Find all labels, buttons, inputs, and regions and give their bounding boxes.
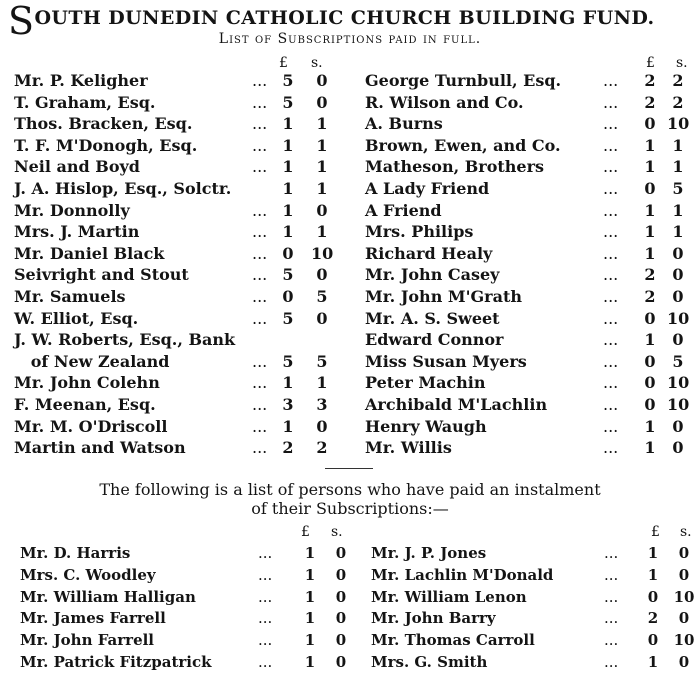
leader-dots: ... [603,157,619,177]
amount-shillings: 0 [335,544,347,562]
amount-pounds: 5 [282,265,294,285]
subscriber-name: Mr. Thomas Carroll [371,631,535,650]
amount-pounds: 1 [282,373,294,393]
list-item [365,308,695,330]
amount-pounds: 5 [282,308,294,328]
list-item [365,351,695,373]
leader-dots: ... [603,92,619,112]
amount-pounds: 1 [282,222,294,242]
amount-shillings: 10 [311,243,334,263]
amount-pounds: 1 [282,114,294,134]
amount-shillings: 0 [335,631,347,650]
list-item [365,200,695,222]
leader-dots: ... [252,308,268,328]
right-shillings-header: s. [676,55,688,71]
amount-pounds: 1 [282,179,294,198]
amount-pounds: 1 [304,609,316,628]
amount-pounds: 2 [644,287,656,306]
leader-dots: ... [252,287,268,306]
list-item [14,437,354,459]
subscriber-name: Miss Susan Myers [365,351,527,371]
amount-shillings: 0 [672,438,684,458]
leader-dots: ... [252,114,268,134]
amount-shillings: 0 [316,92,328,112]
leader-dots: ... [603,71,619,90]
amount-shillings: 0 [335,609,347,628]
inst-left-shillings-header: s. [331,524,343,540]
subscriber-name: Archibald M'Lachlin [365,395,548,414]
leader-dots: ... [603,373,619,393]
subscriber-name: Edward Connor [365,330,504,350]
list-item [365,243,695,265]
amount-pounds: 3 [282,395,294,414]
subscriber-name: Mrs. Philips [365,222,474,242]
subscriber-name: Mr. William Halligan [20,587,196,606]
amount-pounds: 1 [304,565,316,584]
list-item [365,135,695,157]
list-item [14,394,354,416]
amount-pounds: 5 [282,351,294,371]
leader-dots: ... [603,222,619,242]
subscriber-name: Mr. John Casey [365,265,500,285]
amount-shillings: 10 [667,114,690,134]
amount-pounds: 1 [644,157,656,177]
amount-pounds: 1 [647,565,659,584]
subscriber-name: Mr. John M'Grath [365,287,522,306]
list-item [365,70,695,92]
amount-shillings: 0 [678,544,690,562]
subscriber-name: Mr. Lachlin M'Donald [371,565,554,584]
subscriber-name: R. Wilson and Co. [365,92,524,112]
leader-dots: ... [604,544,619,562]
subscriber-name: Mr. M. O'Driscoll [14,416,168,436]
subscriber-name: Mrs. J. Martin [14,222,140,242]
list-item [365,416,695,438]
title-dropcap: S [8,0,35,43]
list-item [14,308,354,330]
subscriber-name: Mrs. C. Woodley [20,565,156,584]
amount-shillings: 1 [672,157,684,177]
amount-pounds: 0 [647,631,659,650]
amount-shillings: 0 [316,416,328,436]
amount-pounds: 0 [644,308,656,328]
subscriber-name: Brown, Ewen, and Co. [365,135,561,155]
leader-dots: ... [252,71,268,90]
page-subtitle: List of Subscriptions paid in full. [218,31,482,47]
leader-dots: ... [252,222,268,242]
amount-pounds: 0 [644,114,656,134]
amount-pounds: 1 [304,653,316,671]
amount-pounds: 2 [644,265,656,285]
amount-shillings: 2 [316,438,328,458]
right-pounds-header: £ [646,55,655,71]
list-item [365,156,695,178]
list-item [365,113,695,135]
leader-dots: ... [258,631,273,650]
amount-pounds: 1 [644,243,656,263]
amount-shillings: 0 [316,200,328,220]
amount-pounds: 1 [644,438,656,458]
amount-shillings: 1 [672,135,684,155]
list-item [371,564,696,586]
amount-pounds: 1 [644,135,656,155]
amount-shillings: 0 [316,71,328,90]
subscriber-name: Henry Waugh [365,416,487,436]
amount-pounds: 1 [282,157,294,177]
list-item [14,329,354,351]
subscriber-name: Peter Machin [365,373,486,393]
subscriber-name: F. Meenan, Esq. [14,395,156,414]
list-item [14,416,354,438]
list-item [20,629,365,651]
amount-shillings: 0 [316,265,328,285]
subscriber-name: Mr. Donnolly [14,200,130,220]
amount-shillings: 10 [673,631,695,650]
list-item [365,221,695,243]
amount-shillings: 0 [672,416,684,436]
leader-dots: ... [252,395,268,414]
subscriber-name: Mr. A. S. Sweet [365,308,500,328]
amount-shillings: 1 [316,373,328,393]
leader-dots: ... [252,416,268,436]
leader-dots: ... [252,438,268,458]
leader-dots: ... [252,200,268,220]
amount-pounds: 1 [647,544,659,562]
left-shillings-header: s. [311,55,323,71]
list-item [14,286,354,308]
leader-dots: ... [258,565,273,584]
leader-dots: ... [603,114,619,134]
amount-pounds: 2 [282,438,294,458]
subscriber-name: Mrs. G. Smith [371,653,488,671]
list-item [365,372,695,394]
leader-dots: ... [252,351,268,371]
subscriber-name: Mr. Samuels [14,287,126,306]
subscriber-name: T. Graham, Esq. [14,92,156,112]
amount-shillings: 0 [335,587,347,606]
list-item [365,394,695,416]
amount-shillings: 2 [672,71,684,90]
amount-shillings: 5 [672,351,684,371]
amount-pounds: 1 [304,631,316,650]
amount-pounds: 2 [647,609,659,628]
subscriber-name: W. Elliot, Esq. [14,308,139,328]
amount-shillings: 2 [672,92,684,112]
list-item [20,542,365,564]
subscriber-name: J. W. Roberts, Esq., Bank [14,330,236,350]
leader-dots: ... [252,265,268,285]
leader-dots: ... [604,587,619,606]
subscriber-name: Mr. John Farrell [20,631,155,650]
amount-shillings: 0 [672,265,684,285]
left-pounds-header: £ [279,55,288,71]
title-text: OUTH DUNEDIN CATHOLIC CHURCH BUILDING FUND. [34,7,655,29]
subscriber-name: J. A. Hislop, Esq., Solctr. [14,179,232,198]
section-divider [325,468,373,469]
leader-dots: ... [603,351,619,371]
subscriber-name: A Lady Friend [365,179,490,198]
list-item [14,264,354,286]
amount-pounds: 0 [644,395,656,414]
list-item [365,178,695,200]
amount-pounds: 2 [644,71,656,90]
subscriber-name: A Friend [365,200,442,220]
leader-dots: ... [604,631,619,650]
amount-shillings: 3 [316,395,328,414]
amount-shillings: 5 [316,351,328,371]
list-item [20,651,365,673]
leader-dots: ... [603,330,619,350]
amount-shillings: 0 [672,243,684,263]
leader-dots: ... [252,92,268,112]
amount-shillings: 0 [335,565,347,584]
amount-shillings: 0 [678,565,690,584]
leader-dots: ... [603,395,619,414]
list-item [14,92,354,114]
amount-pounds: 0 [644,351,656,371]
leader-dots: ... [603,265,619,285]
amount-pounds: 1 [282,200,294,220]
leader-dots: ... [604,609,619,628]
amount-pounds: 1 [282,135,294,155]
subscriber-name: A. Burns [365,114,443,134]
list-item [14,156,354,178]
list-item [365,264,695,286]
amount-pounds: 1 [644,222,656,242]
instalment-intro-line2: of their Subscriptions:— [251,499,449,518]
amount-pounds: 0 [647,587,659,606]
list-item [14,200,354,222]
amount-pounds: 1 [644,200,656,220]
subscriber-name: Seivright and Stout [14,265,189,285]
leader-dots: ... [603,179,619,198]
leader-dots: ... [258,609,273,628]
subscriber-name: Mr. Patrick Fitzpatrick [20,653,212,671]
leader-dots: ... [603,200,619,220]
list-item [371,651,696,673]
instalment-intro-line1: The following is a list of persons who have paid an instalment [99,480,601,499]
list-item [371,607,696,629]
subscriber-name: Mr. Willis [365,438,452,458]
list-item [14,351,354,373]
list-item [14,372,354,394]
amount-shillings: 0 [335,653,347,671]
leader-dots: ... [603,308,619,328]
list-item [365,92,695,114]
subscriber-name: Mr. Daniel Black [14,243,165,263]
amount-shillings: 1 [672,222,684,242]
leader-dots: ... [252,243,268,263]
leader-dots: ... [603,135,619,155]
list-item [365,437,695,459]
amount-shillings: 10 [667,373,690,393]
amount-shillings: 10 [673,587,695,606]
leader-dots: ... [252,373,268,393]
amount-shillings: 0 [678,609,690,628]
list-item [371,586,696,608]
inst-right-shillings-header: s. [680,524,692,540]
list-item [20,586,365,608]
amount-shillings: 1 [316,157,328,177]
list-item [14,243,354,265]
amount-shillings: 1 [316,222,328,242]
amount-pounds: 1 [647,653,659,671]
subscriber-name: of New Zealand [14,351,170,371]
amount-shillings: 1 [316,114,328,134]
amount-shillings: 5 [672,179,684,198]
subscriber-name: Richard Healy [365,243,493,263]
leader-dots: ... [252,135,268,155]
list-item [14,221,354,243]
leader-dots: ... [252,157,268,177]
leader-dots: ... [603,243,619,263]
subscriber-name: Mr. John Colehn [14,373,160,393]
leader-dots: ... [603,287,619,306]
amount-pounds: 2 [644,92,656,112]
subscriber-name: Thos. Bracken, Esq. [14,114,193,134]
leader-dots: ... [604,565,619,584]
amount-pounds: 0 [282,243,294,263]
amount-shillings: 0 [672,287,684,306]
amount-shillings: 1 [672,200,684,220]
amount-shillings: 10 [667,395,690,414]
list-item [14,178,354,200]
inst-left-pounds-header: £ [301,524,310,540]
list-item [365,329,695,351]
subscriber-name: T. F. M'Donogh, Esq. [14,135,198,155]
amount-shillings: 0 [316,308,328,328]
subscriber-name: Matheson, Brothers [365,157,544,177]
leader-dots: ... [603,416,619,436]
amount-pounds: 0 [644,373,656,393]
amount-pounds: 5 [282,92,294,112]
subscriber-name: Mr. James Farrell [20,609,166,628]
leader-dots: ... [258,587,273,606]
amount-pounds: 1 [644,416,656,436]
amount-pounds: 1 [304,544,316,562]
list-item [371,542,696,564]
amount-shillings: 0 [678,653,690,671]
amount-pounds: 0 [644,179,656,198]
amount-shillings: 1 [316,179,328,198]
list-item [371,629,696,651]
list-item [20,607,365,629]
subscriber-name: Martin and Watson [14,438,186,458]
list-item [14,70,354,92]
subscriber-name: Mr. John Barry [371,609,496,628]
leader-dots: ... [604,653,619,671]
leader-dots: ... [258,544,273,562]
list-item [20,564,365,586]
subscriber-name: George Turnbull, Esq. [365,71,562,90]
amount-pounds: 1 [644,330,656,350]
list-item [365,286,695,308]
inst-right-pounds-header: £ [651,524,660,540]
subscriber-name: Mr. D. Harris [20,544,131,562]
amount-pounds: 0 [282,287,294,306]
subscriber-name: Mr. William Lenon [371,587,527,606]
amount-shillings: 1 [316,135,328,155]
subscriber-name: Neil and Boyd [14,157,140,177]
amount-shillings: 10 [667,308,690,328]
list-item [14,113,354,135]
leader-dots: ... [603,438,619,458]
amount-pounds: 1 [282,416,294,436]
amount-pounds: 1 [304,587,316,606]
amount-shillings: 0 [672,330,684,350]
amount-pounds: 5 [282,71,294,90]
list-item [14,135,354,157]
leader-dots: ... [258,653,273,671]
amount-shillings: 5 [316,287,328,306]
subscriber-name: Mr. J. P. Jones [371,544,487,562]
subscriber-name: Mr. P. Keligher [14,71,148,90]
